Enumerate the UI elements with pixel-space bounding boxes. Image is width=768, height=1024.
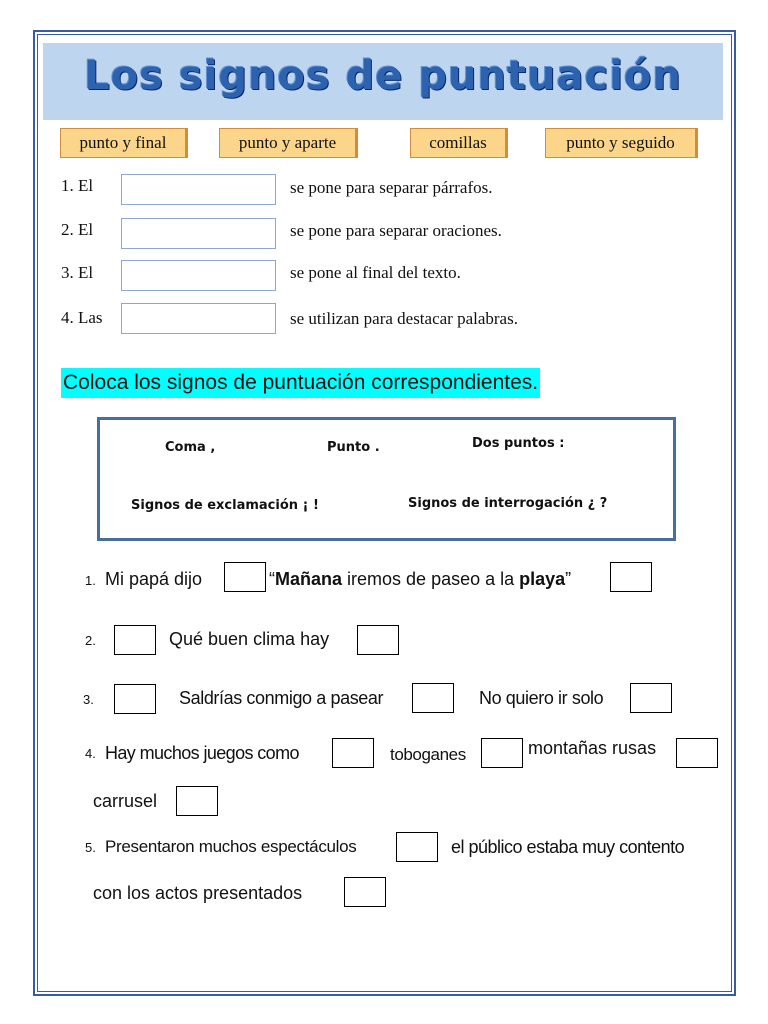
exercise-4-text-a: Hay muchos juegos como xyxy=(105,743,299,763)
exercise-4-box-3[interactable] xyxy=(676,738,718,768)
signs-box xyxy=(97,417,676,541)
instruction-heading: Coloca los signos de puntuación correspondientes. xyxy=(61,368,540,398)
exercise-4-text-b: toboganes xyxy=(390,745,466,764)
exercise-3-box-3[interactable] xyxy=(630,683,672,713)
exercise-5-text-a: Presentaron muchos espectáculos xyxy=(105,837,357,856)
exercise-2-number: 2. xyxy=(85,633,96,648)
chip-punto-y-seguido[interactable]: punto y seguido xyxy=(545,128,698,158)
chip-comillas[interactable]: comillas xyxy=(410,128,508,158)
exercise-1-box-1[interactable] xyxy=(224,562,266,592)
row-2-text: se pone para separar oraciones. xyxy=(290,221,502,240)
exercise-5-text-c: con los actos presentados xyxy=(93,883,303,903)
chip-punto-y-final[interactable]: punto y final xyxy=(60,128,188,158)
exercise-1-number: 1. xyxy=(85,573,96,588)
exercise-2-box-1[interactable] xyxy=(114,625,156,655)
exercise-1-text-b: “Mañana iremos de paseo a la playa” xyxy=(269,569,572,589)
row-4-text: se utilizan para destacar palabras. xyxy=(290,309,518,328)
row-1-label: 1. El xyxy=(61,176,94,195)
sign-exclamacion: Signos de exclamación ¡ ! xyxy=(131,498,319,513)
exercise-1-text-a: Mi papá dijo xyxy=(105,569,203,589)
row-3-label: 3. El xyxy=(61,263,94,282)
exercise-4-box-1[interactable] xyxy=(332,738,374,768)
row-1-blank[interactable] xyxy=(121,174,276,205)
exercise-1-box-2[interactable] xyxy=(610,562,652,592)
exercise-4-box-2[interactable] xyxy=(481,738,523,768)
exercise-3-box-2[interactable] xyxy=(412,683,454,713)
exercise-3-number: 3. xyxy=(83,692,94,707)
exercise-3-box-1[interactable] xyxy=(114,684,156,714)
row-3-blank[interactable] xyxy=(121,260,276,291)
chip-punto-y-aparte[interactable]: punto y aparte xyxy=(219,128,358,158)
page-title: Los signos de puntuación xyxy=(84,53,682,99)
exercise-4-text-c: montañas rusas xyxy=(528,738,657,758)
exercise-4-number: 4. xyxy=(85,746,96,761)
exercise-5-box-2[interactable] xyxy=(344,877,386,907)
row-4-blank[interactable] xyxy=(121,303,276,334)
exercise-5-box-1[interactable] xyxy=(396,832,438,862)
exercise-5-text-b: el público estaba muy contento xyxy=(451,837,685,857)
title-banner xyxy=(43,43,723,120)
exercise-5-number: 5. xyxy=(85,840,96,855)
exercise-4-box-4[interactable] xyxy=(176,786,218,816)
exercise-3-text-b: No quiero ir solo xyxy=(479,688,604,708)
row-4-label: 4. Las xyxy=(61,308,103,327)
exercise-4-text-d: carrusel xyxy=(93,791,158,811)
row-2-blank[interactable] xyxy=(121,218,276,249)
row-3-text: se pone al final del texto. xyxy=(290,263,461,282)
sign-coma: Coma , xyxy=(165,440,216,455)
exercise-2-box-2[interactable] xyxy=(357,625,399,655)
sign-dos-puntos: Dos puntos : xyxy=(472,436,565,451)
sign-punto: Punto . xyxy=(327,440,380,455)
row-1-text: se pone para separar párrafos. xyxy=(290,178,493,197)
exercise-2-text-a: Qué buen clima hay xyxy=(169,629,330,649)
exercise-3-text-a: Saldrías conmigo a pasear xyxy=(179,688,384,708)
row-2-label: 2. El xyxy=(61,220,94,239)
sign-interrogacion: Signos de interrogación ¿ ? xyxy=(408,496,608,511)
